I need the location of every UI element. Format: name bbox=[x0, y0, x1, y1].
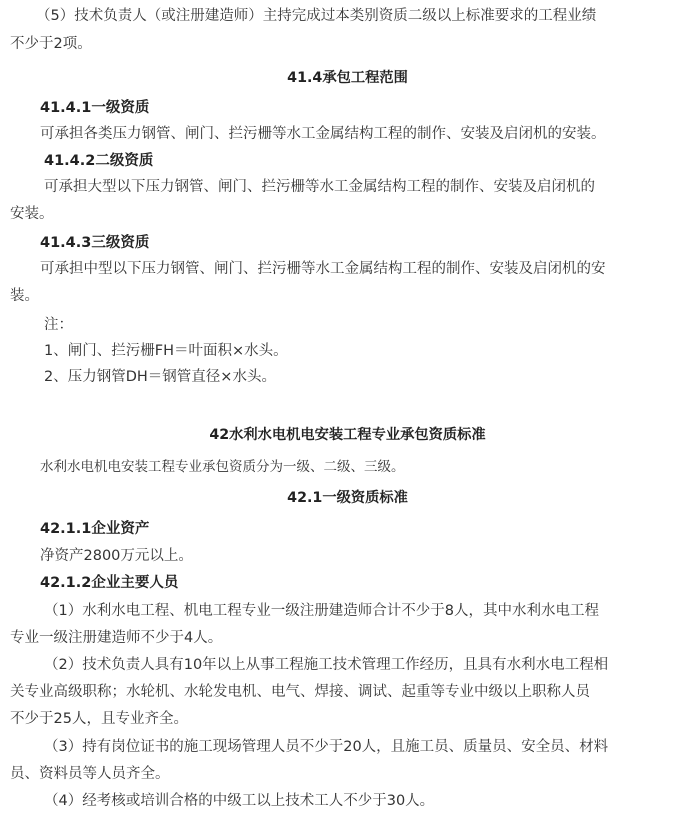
paragraph-line: 水利水电机电安装工程专业承包资质分为一级、二级、三级。 bbox=[40, 459, 405, 475]
list-item-line: 关专业高级职称；水轮机、水轮发电机、电气、焊接、调试、起重等专业中级以上职称人员 bbox=[10, 684, 590, 700]
list-item-line: （1）水利水电工程、机电工程专业一级注册建造师合计不少于8人，其中水利水电工程 bbox=[44, 603, 599, 619]
section-heading: 42水利水电机电安装工程专业承包资质标准 bbox=[209, 427, 486, 443]
list-item-line: （3）持有岗位证书的施工现场管理人员不少于20人，且施工员、质量员、安全员、材料 bbox=[44, 739, 609, 755]
subsection-heading: 42.1.1企业资产 bbox=[40, 521, 150, 537]
subsection-heading: 41.4.3三级资质 bbox=[40, 235, 150, 251]
section-heading: 41.4承包工程范围 bbox=[287, 70, 408, 86]
list-item-line: 专业一级注册建造师不少于4人。 bbox=[10, 630, 223, 646]
list-item-line: （2）技术负责人具有10年以上从事工程施工技术管理工作经历，且具有水利水电工程相 bbox=[44, 657, 609, 673]
subsection-heading: 41.4.1一级资质 bbox=[40, 100, 150, 116]
list-item-line: （4）经考核或培训合格的中级工以上技术工人不少于30人。 bbox=[44, 793, 435, 809]
list-item-line: 不少于25人，且专业齐全。 bbox=[10, 711, 188, 727]
note-label: 注： bbox=[44, 317, 73, 333]
paragraph-line: 可承担中型以下压力钢管、闸门、拦污栅等水工金属结构工程的制作、安装及启闭机的安 bbox=[40, 261, 606, 277]
subsection-heading: 41.4.2二级资质 bbox=[44, 153, 154, 169]
paragraph-line: 净资产2800万元以上。 bbox=[40, 548, 193, 564]
paragraph-line: 装。 bbox=[10, 288, 39, 304]
paragraph-line: 可承担各类压力钢管、闸门、拦污栅等水工金属结构工程的制作、安装及启闭机的安装。 bbox=[40, 126, 606, 142]
subsection-heading: 42.1.2企业主要人员 bbox=[40, 575, 179, 591]
section-heading: 42.1一级资质标准 bbox=[287, 490, 408, 506]
note-item: 2、压力钢管DH＝钢管直径×水头。 bbox=[44, 369, 276, 385]
list-item-line: 员、资料员等人员齐全。 bbox=[10, 766, 170, 782]
paragraph-line: 可承担大型以下压力钢管、闸门、拦污栅等水工金属结构工程的制作、安装及启闭机的 bbox=[44, 179, 595, 195]
paragraph-line: （5）技术负责人（或注册建造师）主持完成过本类别资质二级以上标准要求的工程业绩 bbox=[36, 8, 597, 24]
note-item: 1、闸门、拦污栅FH＝叶面积×水头。 bbox=[44, 343, 288, 359]
paragraph-line: 安装。 bbox=[10, 206, 54, 222]
paragraph-line: 不少于2项。 bbox=[10, 36, 92, 52]
